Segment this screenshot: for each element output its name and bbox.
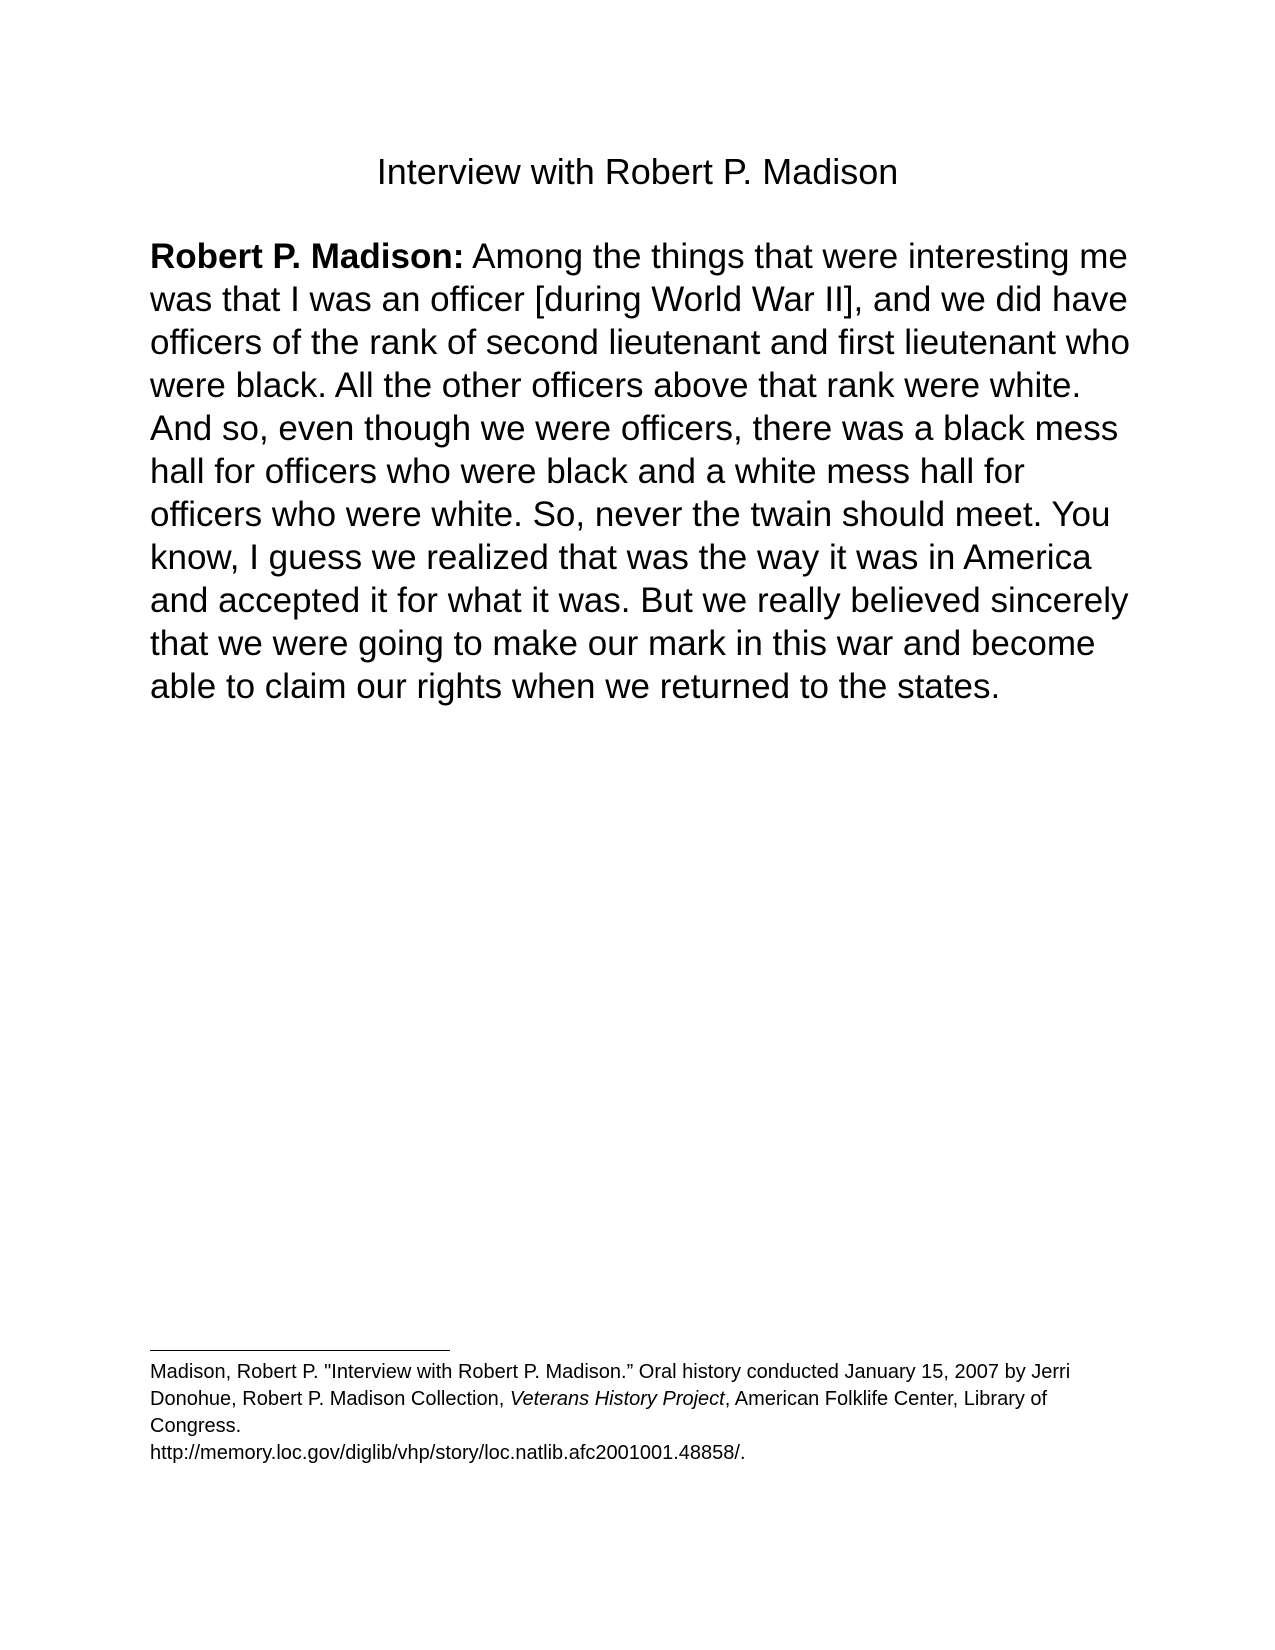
- speaker-name: Robert P. Madison:: [150, 237, 465, 276]
- footnote-citation: [150, 1359, 1110, 1467]
- document-title: Interview with Robert P. Madison: [376, 151, 899, 192]
- citation-url: http://memory.loc.gov/diglib/vhp/story/loc.natlib.afc2001001.48858/.: [150, 1442, 746, 1464]
- citation-text: Madison, Robert P. "Interview with Robert P. Madison.” Oral history conducted January 15, 2007 by Jerri Donohue, Robert P. Madison Collection,: [150, 1361, 1071, 1410]
- footnote-divider: [150, 1350, 450, 1351]
- citation-text-end: , American Folklife Center, Library of Congress.: [150, 1388, 1048, 1437]
- interview-passage: [150, 235, 1130, 708]
- passage-text: Among the things that were interesting me was that I was an officer [during World War II], and we did have officers of the rank of second lieutenant and first lieutenant who were black. All the other officers above that rank were white. And so, even though we were officers, there was a black mess hall for officers who were black and a white mess hall for officers who were white. So, never the twain should meet. You know, I guess we realized that was the way it was in America and accepted it for what it was. But we really believed sincerely that we were going to make our mark in this war and become able to claim our rights when we returned to the states.: [150, 237, 1130, 706]
- citation-source-title: Veterans History Project: [509, 1388, 725, 1410]
